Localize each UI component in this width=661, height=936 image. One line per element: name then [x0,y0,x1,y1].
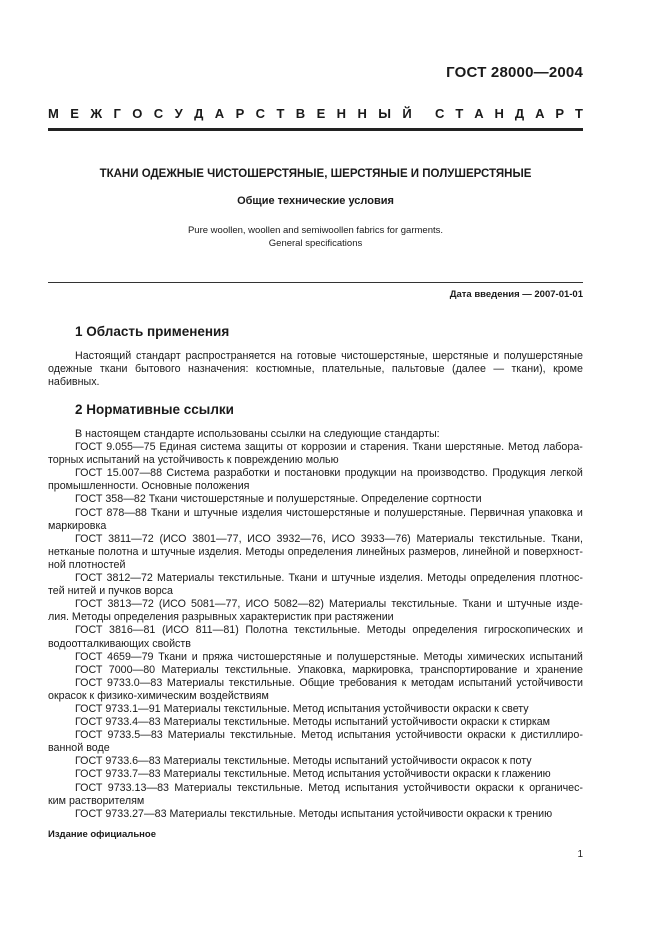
word: требования [339,676,398,689]
word: плательные, [322,363,385,376]
body-line: ной плотностей [48,558,126,571]
word: ГОСТ [75,572,103,585]
word: испытаний [458,676,512,689]
word: костюмные, [255,363,315,376]
word: текстильные. [225,663,292,676]
word: ИСО [245,598,269,611]
word: Ткани [158,650,188,663]
body-line [48,441,583,454]
word: защиты [244,441,283,454]
word: нетканые [48,545,95,558]
word: постановки [284,467,341,480]
word: штучные [507,598,552,611]
body-line [48,572,583,585]
word: изделия. [198,545,242,558]
word: и [191,650,198,663]
word: полушерстяные. [336,650,419,663]
word: полушерстяные [503,350,583,362]
banner-letter: Й [402,106,412,121]
body-line: ГОСТ 9733.7—83 Материалы текстильные. Метод испытания устойчивости окраски к глажению [75,768,551,781]
word: и [523,663,530,676]
body-line [48,467,583,480]
word: и [513,545,520,558]
word: штучные [331,572,376,585]
word: 7000—80 [108,663,156,676]
word: Методы [366,624,406,637]
word: ГОСТ [75,532,103,545]
word: гигроскопических [484,624,571,637]
word: и [321,572,328,585]
word: ИСО [247,532,271,545]
body-line: ГОСТ 9733.27—83 Материалы текстильные. Методы испытания устойчивости окраски к трению [75,807,553,820]
word: — [493,363,505,376]
english-title-line: General specifications [268,238,363,249]
body-line: водоотталкивающих свойств [48,637,191,650]
word: 5081—77, [191,598,241,611]
word: Продукция [492,467,546,480]
word: Полотна [245,624,288,637]
body-line: тей нитей и пучков ворса [48,585,173,598]
word: пряжа [202,650,233,663]
section-heading-references: 2 Нормативные ссылки [75,402,234,417]
word: продукции [344,467,397,480]
body-line: маркировка [48,519,107,532]
body-line: В настоящем стандарте использованы ссылки на следующие стандарты: [75,428,440,440]
word: 3801—77, [192,532,242,545]
word: 3812—72 [106,572,153,585]
word: химических [467,650,525,663]
word: Ткани [150,506,180,519]
word: 5082—82) [274,598,324,611]
word: линейных [356,545,406,558]
word: Материалы [416,532,474,545]
word: 3932—76, [276,532,326,545]
word: ГОСТ [75,663,103,676]
word: и [496,598,503,611]
banner-letter: Т [276,106,285,121]
english-title [48,224,583,250]
word: чистошерстяные [237,650,322,663]
banner-letter: О [132,106,143,121]
word: и [326,650,333,663]
word: 4659—79 [107,650,154,663]
word: к [401,676,407,689]
section-heading-scope: 1 Область применения [75,324,230,339]
word: методам [410,676,454,689]
word: Методы [423,650,463,663]
word: к [519,781,524,794]
official-edition-label: Издание официальное [48,829,156,840]
word: 3813—72 [107,598,154,611]
word: чистошерстяные [286,506,370,519]
word: Единая [159,441,197,454]
word: готовые [296,350,337,362]
word: разработки [213,467,270,480]
word: текстильные. [218,572,285,585]
word: назначения: [188,363,249,376]
word: дистиллиро- [520,729,583,742]
word: стандарт [135,350,181,362]
word: 9733.5—83 [107,729,163,742]
banner-letter: А [474,106,484,121]
banner-letter: Н [336,106,347,121]
word: полушерстяные. [383,506,467,519]
word: линейной [462,545,511,558]
word: коррозии [301,441,347,454]
body-line: окрасок к физико-химическим воздействиям [48,689,269,702]
word: и [350,441,357,454]
title-divider [48,282,583,283]
word: полотна [98,545,139,558]
word: устойчивости [403,781,470,794]
word: кроме [553,363,583,376]
word: и [373,506,380,519]
body-line: лия. Методы определения разрывных характеристик при растяжении [48,611,394,624]
body-line [48,729,583,742]
body-line: ГОСТ 9733.4—83 Материалы текстильные. Методы испытаний устойчивости окраски к стиркам [75,716,551,729]
word: Упаковка, [297,663,346,676]
word: и [274,467,281,480]
word: размеров, [408,545,459,558]
word: 15.007—88 [106,467,163,480]
word: Ткани, [551,532,583,545]
document-title: ТКАНИ ОДЕЖНЫЕ ЧИСТОШЕРСТЯНЫЕ, ШЕРСТЯНЫЕ И ПОЛУШЕРСТЯНЫЕ [99,168,532,180]
body-line [48,677,583,690]
word: текстильные. [236,781,303,794]
body-line [48,782,583,795]
word: штучные [151,545,196,558]
word: Материалы [166,676,225,689]
banner-letter: Г [113,106,121,121]
word: изделия. [379,572,424,585]
body-line [48,546,583,559]
interstate-standard-banner [48,106,583,121]
word: текстильные. [294,624,361,637]
body-line [48,664,583,677]
word: ткани [99,363,128,376]
word: 811—81) [195,624,239,637]
word: 9733.13—83 [107,781,169,794]
banner-letter: М [48,106,59,121]
word: шерстяные. [445,441,505,454]
word: текстильные. [479,532,546,545]
word: Метод [308,781,340,794]
word: испытания [344,781,399,794]
banner-letter: В [295,106,306,121]
word: (ИСО [158,598,186,611]
word: текстильные. [391,598,458,611]
word: устойчивости [395,729,463,742]
word: плотнос- [539,572,583,585]
word: ГОСТ [75,598,103,611]
body-line: ким растворителям [48,794,145,807]
body-line [48,363,583,376]
word: Материалы [167,729,225,742]
word: изделия [241,506,283,519]
word: система [200,441,241,454]
word: изде- [556,598,583,611]
banner-word-standard [435,106,583,121]
body-line [48,598,583,611]
banner-letter: У [174,106,183,121]
word: 3811—72 [108,532,154,545]
section-body-scope [48,350,583,389]
word: поверхност- [522,545,583,558]
body-line: ГОСТ 358—82 Ткани чистошерстяные и полушерстяные. Определение сортности [75,493,482,506]
word: окраски [475,781,514,794]
word: (ИСО [159,532,187,545]
banner-letter: Е [316,106,326,121]
body-line [48,533,583,546]
word: Метод [301,729,333,742]
banner-letter: Т [455,106,464,121]
word: и [576,624,583,637]
word: легкой [550,467,583,480]
body-line: ГОСТ 9733.6—83 Материалы текстильные. Методы испытаний устойчивости окрасок к поту [75,755,532,768]
word: лабора- [543,441,583,454]
word: Общие [299,676,335,689]
word: 3933—76) [360,532,411,545]
introduction-date: Дата введения — 2007-01-01 [449,289,583,300]
banner-letter: С [435,106,445,121]
word: Метод [507,441,540,454]
word: испытания [337,729,391,742]
word: Настоящий [75,350,132,362]
word: производство. [417,467,488,480]
standard-number: ГОСТ 28000—2004 [446,64,583,81]
body-line [48,507,583,520]
document-subtitle: Общие технические условия [237,195,394,207]
word: ГОСТ [75,624,103,637]
word: 878—88 [106,506,147,519]
banner-letter: А [214,106,225,121]
word: определения [470,572,536,585]
word: к [510,729,516,742]
word: 3816—81 [109,624,156,637]
word: окраски [467,729,506,742]
body-line: набивных. [48,376,100,389]
banner-letter: С [255,106,266,121]
word: и [183,506,190,519]
word: Методы [245,545,285,558]
body-line [48,651,583,664]
page-number: 1 [577,849,583,860]
banner-letter: Н [494,106,504,121]
body-line: ГОСТ 9733.1—91 Материалы текстильные. Метод испытания устойчивости окраски к свету [75,702,529,715]
word: текстильные. [228,676,295,689]
word: от [286,441,298,454]
word: и [493,350,500,362]
banner-letter: Н [357,106,367,121]
banner-letter: Е [70,106,79,121]
word: испытаний [529,650,583,663]
word: (ИСО [161,624,189,637]
body-line: промышленности. Основные положения [48,480,250,493]
word: и [576,506,583,519]
section-body-references [48,428,583,821]
word: распространяется [185,350,276,362]
banner-letter: Р [235,106,245,121]
banner-word-interstate [48,106,412,121]
word: Ткани [412,441,442,454]
word: (далее [452,363,486,376]
word: Ткани [288,572,318,585]
word: Материалы [174,781,232,794]
word: Материалы [329,598,387,611]
banner-letter: Т [575,106,583,121]
word: пальтовые [391,363,445,376]
word: ГОСТ [75,467,103,480]
banner-letter: Ы [378,106,391,121]
banner-letter: Д [514,106,525,121]
word: ГОСТ [75,506,103,519]
word: старения. [360,441,409,454]
banner-letter: С [153,106,164,121]
banner-letter: А [535,106,545,121]
word: хранение [536,663,583,676]
word: маркировка, [352,663,414,676]
word: текстильные. [230,729,297,742]
word: Система [166,467,210,480]
word: Ткани [462,598,492,611]
word: определения [412,624,478,637]
word: устойчивости [516,676,583,689]
word: на [280,350,293,362]
banner-letter: Д [194,106,204,121]
body-line: ванной воде [48,742,110,755]
body-line [48,350,583,363]
word: Методы [427,572,467,585]
word: штучные [193,506,238,519]
word: Первичная [470,506,525,519]
word: и [141,545,148,558]
word: 9.055—75 [106,441,156,454]
word: ИСО [331,532,356,545]
word: шерстяные [432,350,489,362]
word: бытового [134,363,181,376]
body-line [48,624,583,637]
word: ГОСТ [75,781,103,794]
word: чистошерстяные, [341,350,428,362]
word: упаковка [528,506,573,519]
word: транспортирование [419,663,518,676]
banner-letter: Р [555,106,565,121]
banner-letter: Ж [90,106,103,121]
word: одежные [48,363,93,376]
word: Материалы [156,572,215,585]
word: определения [287,545,353,558]
word: на [400,467,413,480]
word: органичес- [529,781,583,794]
word: ГОСТ [75,650,103,663]
word: ГОСТ [75,729,103,742]
english-title-line: Pure woollen, woollen and semiwoollen fabrics for garments. [187,225,444,236]
word: ГОСТ [75,676,103,689]
word: Материалы [161,663,219,676]
word: ГОСТ [75,441,103,454]
word: ткани), [511,363,546,376]
header-divider [48,128,583,131]
word: 9733.0—83 [107,676,163,689]
body-line: торных испытаний на устойчивость к повреждению молью [48,454,339,467]
